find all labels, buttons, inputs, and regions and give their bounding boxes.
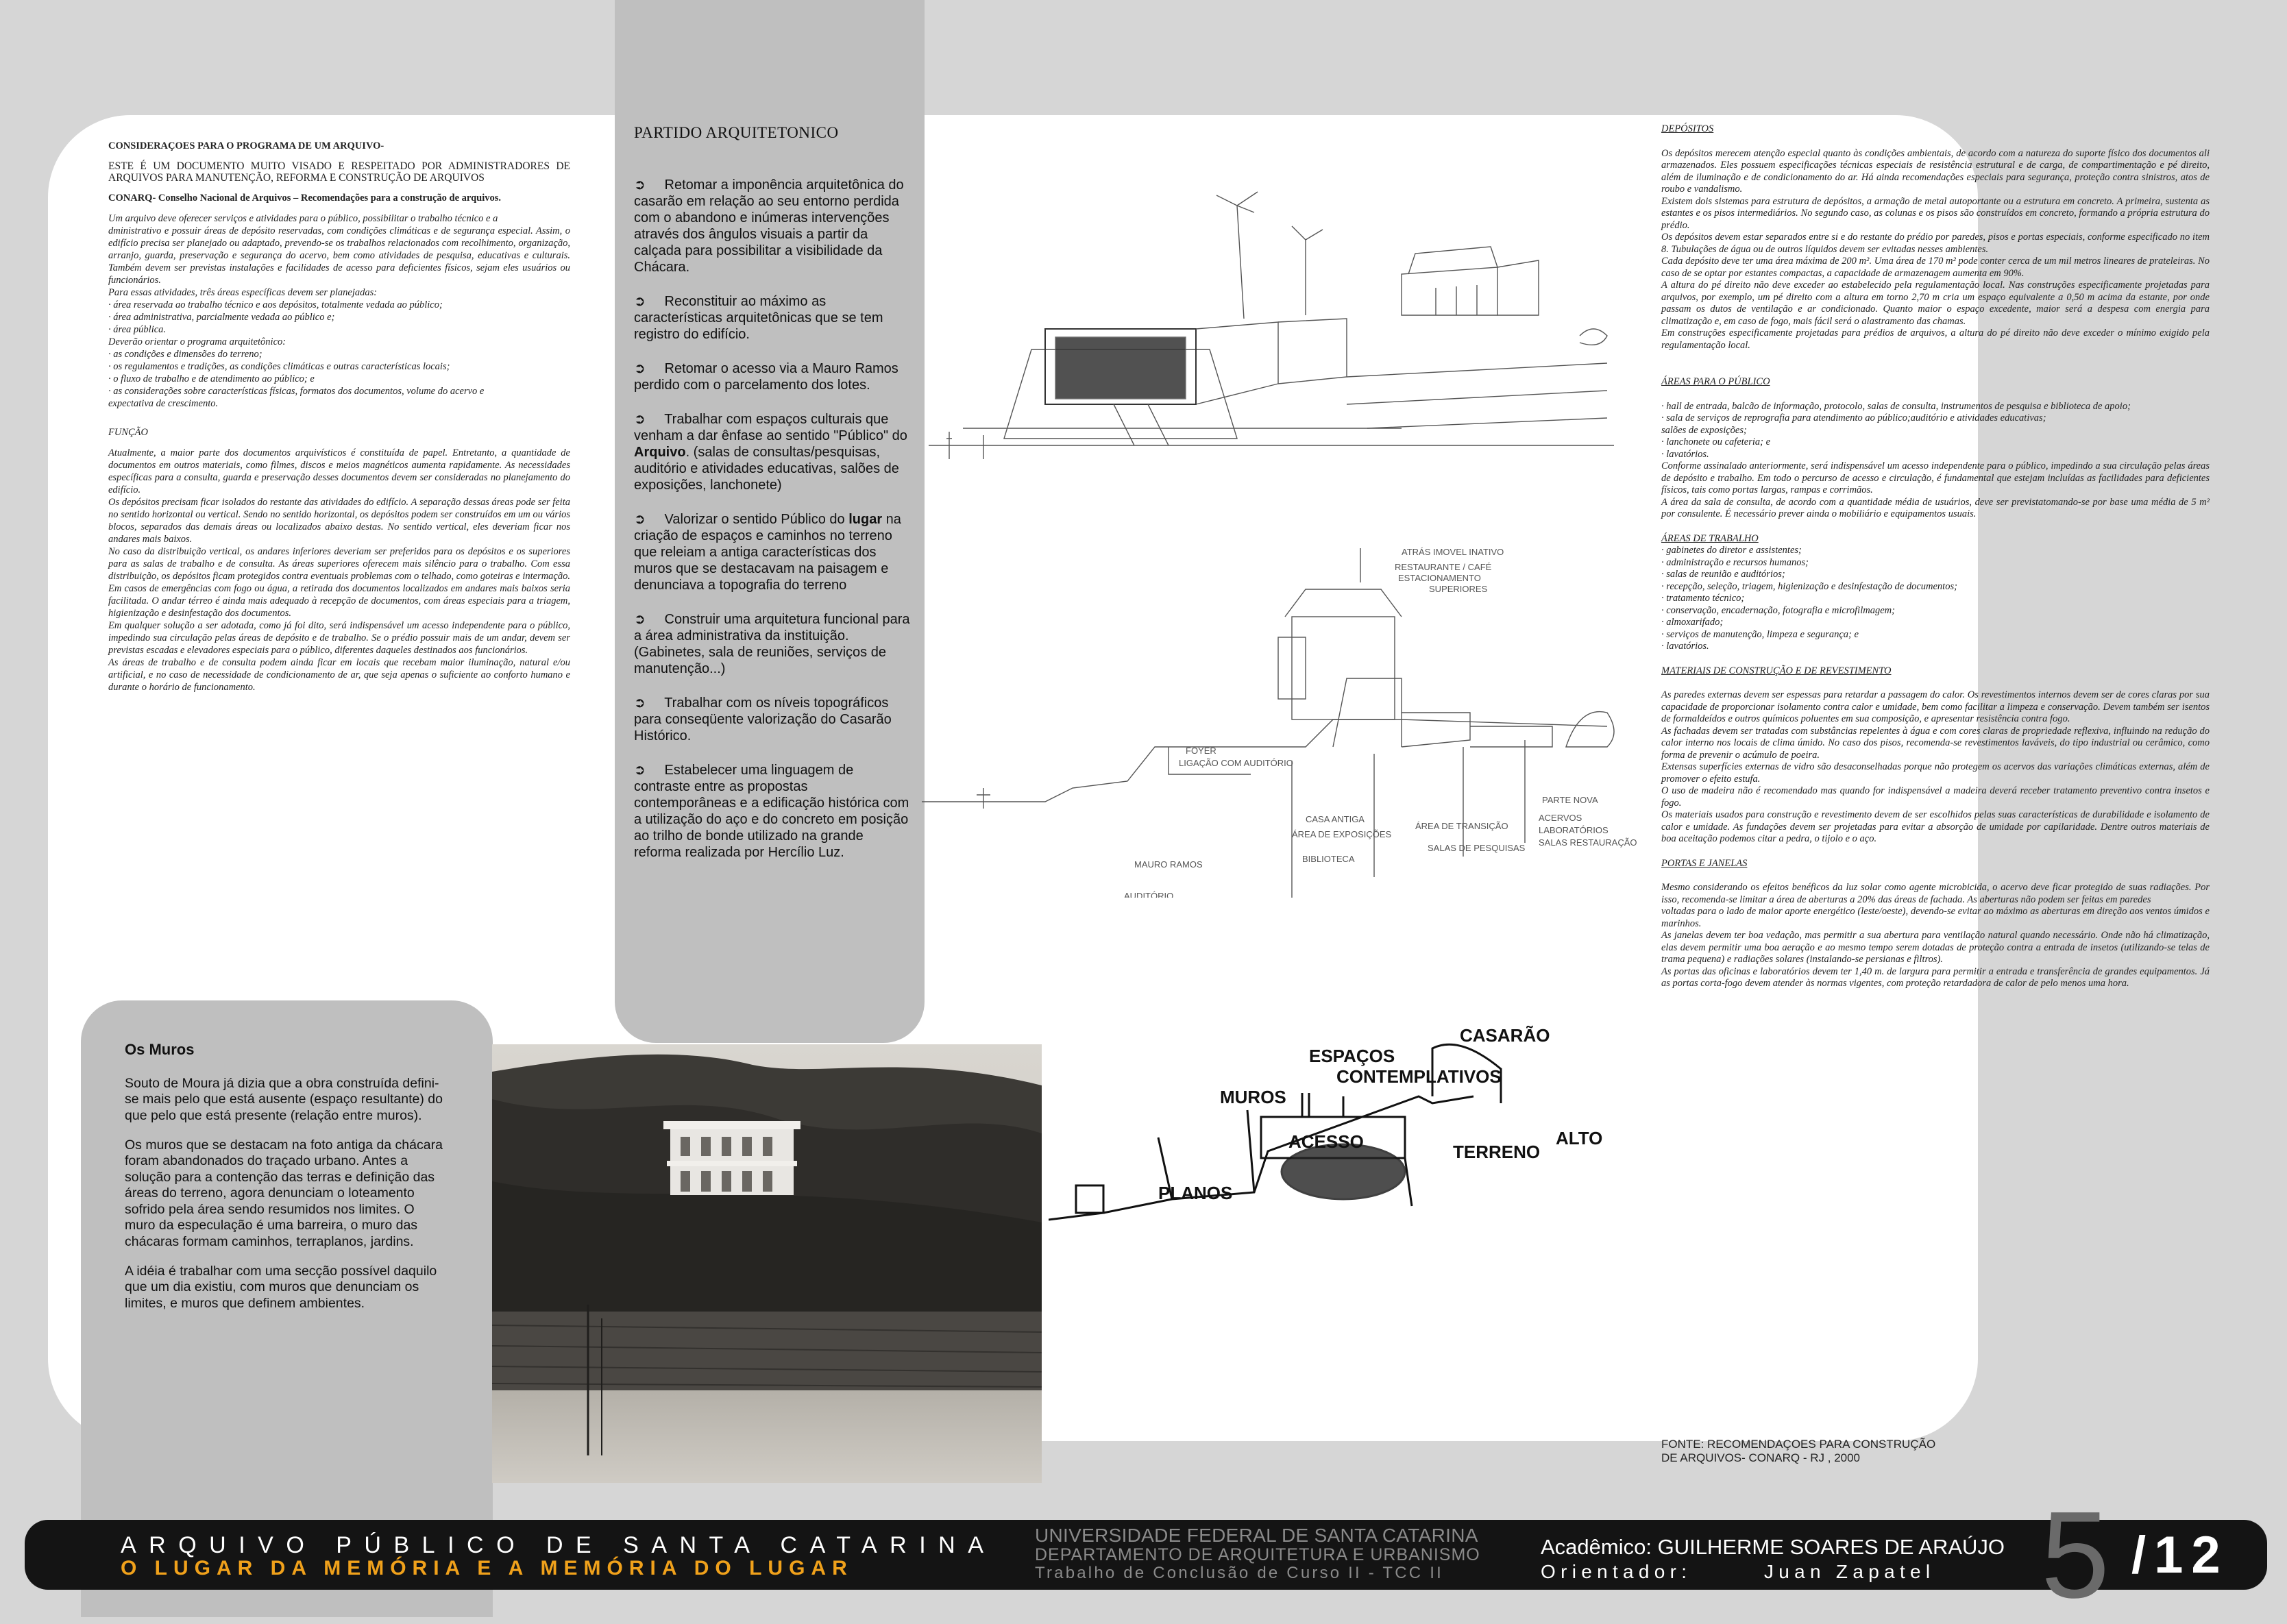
program-paragraph: · o fluxo de trabalho e de atendimento ao público; e xyxy=(108,373,315,384)
sketch-label-l16: MAURO RAMOS xyxy=(1134,859,1203,870)
student-name: Acadêmico: GUILHERME SOARES DE ARAÚJO xyxy=(1541,1535,2005,1559)
program-paragraph: Deverão orientar o programa arquitetônico: xyxy=(108,336,286,347)
arrow-icon: ➲ xyxy=(634,763,665,778)
university-name: UNIVERSIDADE FEDERAL DE SANTA CATARINA xyxy=(1035,1525,1478,1546)
program-paragraph: · as condições e dimensões do terreno; xyxy=(108,349,262,360)
funcao-paragraph: No caso da distribuição vertical, os andares inferiores deveriam ser preferidos para os depósitos e os superiores para as salas de trabalho e de consulta. As áreas superiores oferecem mais silêncio para o trabalho. Com essa distribuição, os depósitos ficam protegidos contra eventuais problemas com o telhado, como goteiras e intermação. Em casos de emergências com fogo ou água, a retirada dos documentos localizados em andares mais baixos seria facilitada. O andar térreo é ainda mais adequado à recepção de documentos, com áreas especiais para a triagem, higienização e desinfestação dos documentos. xyxy=(108,546,570,619)
areas-publico-item: · lavatórios. xyxy=(1661,448,1709,460)
sketch-label-l11: SALAS DE PESQUISAS xyxy=(1428,843,1526,853)
partido-item xyxy=(634,293,912,343)
areas-publico-heading: ÁREAS PARA O PÚBLICO xyxy=(1661,376,1770,387)
areas-trabalho-item: · salas de reunião e auditórios; xyxy=(1661,569,1785,580)
partido-item-text: Construir uma arquitetura funcional para a área administrativa da instituição.(Gabinetes, sala de reuniões, serviços de manutenção...) xyxy=(634,612,910,676)
recommendations-column xyxy=(1661,123,2210,990)
sketch-label-l4: SUPERIORES xyxy=(1429,584,1488,594)
partido-item-emphasis: lugar xyxy=(848,512,883,527)
portas-paragraph: voltadas para o lado de maior aporte energético (leste/oeste), devendo-se evitar ao máximo as aberturas em direção aos ventos úmidos e marinhos. xyxy=(1661,906,2210,929)
arrow-icon: ➲ xyxy=(634,361,665,376)
areas-trabalho-item: · lavatórios. xyxy=(1661,641,1709,652)
partido-item-emphasis: Arquivo xyxy=(634,445,686,460)
partido-item-text: Trabalhar com os níveis topográficos para conseqüente valorização do Casarão Histórico. xyxy=(634,696,892,743)
sketch-label-l13: ACERVOS xyxy=(1539,813,1582,823)
program-paragraph: · as considerações sobre características físicas, formatos dos documentos, volume do acervo e xyxy=(108,386,485,397)
depositos-paragraph: A altura do pé direito não deve exceder ao estabelecido pela regulamentação local. Nas construções especificamente projetadas para arquivos, por exemplo, um pé direito com a altura em torno 2,70 m cria um espaço equivalente a 0,50 m acima da estante, por onde passam os dutos de ventilação e ar condicionado. Quanto maior o espaço excedente, maior será a despesa com energia para climatização e, em caso de fogo, mais fácil será o alastramento das chamas. xyxy=(1661,280,2210,327)
areas-publico-item: · hall de entrada, balcão de informação, protocolo, salas de consulta, instrumentos de pesquisa e biblioteca de apoio; xyxy=(1661,400,2131,412)
depositos-paragraph: Existem dois sistemas para estrutura de depósitos, a armação de metal autoportante ou a estrutura em concreto. A primeira, sustenta as estantes e os pisos intermediários. No segundo caso, as colunas e os pisos são construídos em concreto, formando a própria estrutura do prédio. xyxy=(1661,195,2210,231)
muros-paragraph: Os muros que se destacam na foto antiga da chácara foram abandonados do traçado urbano. Antes a solução para a contenção das terras e definição das áreas do terreno, agora denunciam o loteamento sofrido pela área sendo resumidos nos limites. O muro da especulação é uma barreira, o muro das chácaras formam caminhos, terraplanos, jardins. xyxy=(125,1137,443,1249)
program-intro: ESTE É UM DOCUMENTO MUITO VISADO E RESPEITADO POR ADMINISTRADORES DE ARQUIVOS PARA MANUTENÇÃO, REFORMA E CONSTRUÇÃO DE ARQUIVOS xyxy=(108,160,570,184)
concept-sketch xyxy=(1049,994,1652,1230)
program-paragraph: · área administrativa, parcialmente vedada ao público e; xyxy=(108,312,335,323)
program-paragraph: dministrativo e possuir áreas de depósito reservadas, com condições climáticas e de segurança especial. Assim, o edifício precisa ser planejado ou adaptado, prevendo-se os trabalhos relacionados com recolhimento, organização, arranjo, guarda, preservação e segurança do acervo, bem como atividades de pesquisa, educativas e culturais. Também devem ser previstas instalações e facilidades de acesso para deficientes físicos, sejam eles usuários ou funcionários. xyxy=(108,225,570,286)
partido-item-text: Reconstituir ao máximo as características arquitetônicas que se tem registro do edifício. xyxy=(634,294,883,342)
partido-item-text: Retomar o acesso via a Mauro Ramos perdido com o parcelamento dos lotes. xyxy=(634,361,898,393)
materiais-paragraph: Extensas superfícies externas de vidro são desaconselhadas porque não protegem os acervos das variações climáticas externas, além de promover o efeito estufa. xyxy=(1661,761,2210,785)
muros-title: Os Muros xyxy=(125,1041,195,1058)
program-heading: CONSIDERAÇOES PARA O PROGRAMA DE UM ARQUIVO- xyxy=(108,140,384,151)
sketch-label-l8: ÁREA DE EXPOSIÇÕES xyxy=(1292,829,1392,839)
arrow-icon: ➲ xyxy=(634,294,665,309)
program-paragraph: · área pública. xyxy=(108,324,167,335)
project-subtitle: O LUGAR DA MEMÓRIA E A MEMÓRIA DO LUGAR xyxy=(121,1557,853,1579)
program-paragraph: · área reservada ao trabalho técnico e aos depósitos, totalmente vedada ao público; xyxy=(108,299,443,310)
sketch-label-l17: AUDITÓRIO xyxy=(1124,891,1174,898)
partido-title: PARTIDO ARQUITETONICO xyxy=(634,124,839,141)
areas-trabalho-item: · tratamento técnico; xyxy=(1661,593,1745,604)
portas-paragraphs xyxy=(1661,882,2210,990)
concept-label-muros: MUROS xyxy=(1220,1087,1286,1107)
depositos-paragraph: Em construções especificamente projetadas para prédios de arquivos, a altura do pé direito não deve exceder o mínimo exigido pela regulamentação local. xyxy=(1661,328,2210,351)
portas-paragraph: As portas das oficinas e laboratórios devem ter 1,40 m. de largura para permitir a entrada e transferência de grandes equipamentos. Já as portas corta-fogo devem atender às normas vigentes, com proteção retardadora de calor de pelo menos uma hora. xyxy=(1661,965,2210,989)
areas-trabalho-item: · conservação, encadernação, fotografia e microfilmagem; xyxy=(1661,604,1895,616)
areas-trabalho-item: · administração e recursos humanos; xyxy=(1661,556,1809,568)
muros-paragraph: Souto de Moura já dizia que a obra construída defini-se mais pelo que está ausente (espaço resultante) do que pelo que está presente (relação entre muros). xyxy=(125,1075,443,1123)
areas-trabalho-item: · serviços de manutenção, limpeza e segurança; e xyxy=(1661,628,1859,640)
areas-publico-paragraphs xyxy=(1661,401,2210,521)
conarq-title: CONARQ- Conselho Nacional de Arquivos – Recomendações para a construção de arquivos. xyxy=(108,193,502,204)
materiais-paragraph: Os materiais usados para construção e revestimento devem de ser escolhidos pelas suas características de durabilidade e isolamento de calor e umidade. As fundações devem ser projetadas para evitar a absorção de umidade por capilaridade. Dentre outros materiais de boa aceitação podemos citar a pedra, o tijolo e o aço. xyxy=(1661,809,2210,844)
university-block xyxy=(1035,1525,1480,1582)
materiais-paragraph: As paredes externas devem ser espessas para retardar a passagem do calor. Os revestimentos internos devem ser de cores claras por sua capacidade de proporcionar isolamento contra calor e umidade, bem como facilitar a limpeza e conservação. Devem também ser isentos de formaldeídos e outros químicos poluentes em sua composição, e apresentar resistência contra fogo. xyxy=(1661,689,2210,724)
portas-paragraph: As janelas devem ter boa vedação, mas permitir a sua abertura para ventilação natural quando necessário. Onde não há climatização, elas devem permitir uma boa aeração e ao mesmo tempo serem dotadas de proteção contra a entrada de insetos (utilizando-se telas de trama pequena) e radiações solares (instalando-se persianas e filtros). xyxy=(1661,930,2210,965)
sketch-label-l6: LIGAÇÃO COM AUDITÓRIO xyxy=(1179,758,1293,768)
concept-label-planos: PLANOS xyxy=(1158,1183,1233,1203)
sketch-label-l7: CASA ANTIGA xyxy=(1306,814,1365,824)
partido-list xyxy=(634,177,912,861)
partido-item-text: Estabelecer uma linguagem de contraste entre as propostas contemporâneas e a edificação histórica com a utilização do aço e do concreto em posição ao trilho de bonde utilizado na grande reforma realizada por Hercílio Luz. xyxy=(634,763,909,860)
materiais-paragraphs xyxy=(1661,689,2210,846)
program-paragraph: · os regulamentos e tradições, as condições climáticas e outras características locais; xyxy=(108,361,450,372)
arrow-icon: ➲ xyxy=(634,696,665,711)
funcao-paragraph: Os depósitos precisam ficar isolados do restante das atividades do edifício. A separação dessas áreas pode ser feita no sentido horizontal ou vertical. Sendo no sentido horizontal, os depósitos podem ser construídos em um ou vários blocos, separados das demais áreas ou localizados abaixo destas. No sentido vertical, eles deveriam ficar nos andares mais baixos. xyxy=(108,497,570,545)
partido-item xyxy=(634,762,912,861)
areas-trabalho-item: · almoxarifado; xyxy=(1661,617,1724,628)
funcao-paragraph: Em qualquer solução a ser adotada, como já foi dito, será indispensável um acesso independente para o público, impedindo sua circulação pelas áreas de depósito e de trabalho. Se o prédio possuir mais de um andar, devem ser previstas escadas e elevadores especiais para o público, diferentes daqueles destinados aos funcionários. xyxy=(108,620,570,656)
concept-label-terreno: TERRENO xyxy=(1453,1142,1541,1162)
perspective-sketch-drawing xyxy=(922,158,1619,480)
areas-trabalho-heading: ÁREAS DE TRABALHO xyxy=(1661,532,1759,544)
historic-photo-drawing xyxy=(492,1044,1042,1483)
sketch-label-l3: ESTACIONAMENTO xyxy=(1398,573,1481,583)
funcao-paragraphs xyxy=(108,447,570,693)
partido-item-text-end: na criação de espaços e caminhos no terreno que releiam a antiga características dos muros que se destacavam na paisagem e denunciava a topografia do terreno xyxy=(634,512,901,593)
arrow-icon: ➲ xyxy=(634,412,665,427)
sketch-label-l12: PARTE NOVA xyxy=(1542,795,1598,805)
concept-label-casarao: CASARÃO xyxy=(1460,1025,1550,1046)
sketch-label-l5: FOYER xyxy=(1186,746,1216,756)
section-sketch-drawing xyxy=(922,541,1641,898)
arrow-icon: ➲ xyxy=(634,612,665,627)
advisor-name: Orientador: Juan Zapatel xyxy=(1541,1561,1935,1582)
page-total: /12 xyxy=(2131,1526,2229,1584)
portas-paragraph: Mesmo considerando os efeitos benéficos da luz solar como agente microbicida, o acervo deve ficar protegido de suas radiações. Por isso, recomenda-se limitar a área de aberturas a 20% das áreas de fachada. As aberturas não podem ser feitas em paredes xyxy=(1661,882,2210,905)
areas-publico-item: salões de exposições; xyxy=(1661,424,1747,436)
areas-publico-item: · sala de serviços de reprografia para atendimento ao público;auditório e atividades educativas; xyxy=(1661,413,2046,423)
areas-trabalho-list xyxy=(1661,545,2210,653)
partido-item-text: Trabalhar com espaços culturais que venham a dar ênfase ao sentido "Público" do xyxy=(634,412,907,443)
muros-paragraph: A idéia é trabalhar com uma secção possível daquilo que um dia existiu, com muros que denunciam os limites, e muros que definem ambientes. xyxy=(125,1263,437,1311)
muros-section xyxy=(125,1042,447,1325)
partido-item-text: Valorizar o sentido Público do xyxy=(664,512,849,527)
materiais-paragraph: As fachadas devem ser tratadas com substâncias repelentes à água e com cores claras de propriedade reflexiva, influindo na redução do calor interno nos locais de clima úmido. No caso dos pisos, recomenda-se revestimentos laváveis, do tipo industrial ou cerâmico, como forma de prevenir o acúmulo de poeira. xyxy=(1661,725,2210,761)
partido-item xyxy=(634,695,912,744)
program-considerations-column xyxy=(108,140,570,693)
sketch-label-l1: ATRÁS IMOVEL INATIVO xyxy=(1402,547,1504,557)
depositos-heading: DEPÓSITOS xyxy=(1661,123,1714,134)
areas-trabalho-item: · recepção, seleção, triagem, higienização e desinfestação de documentos; xyxy=(1661,580,1957,592)
sketch-label-l14: LABORATÓRIOS xyxy=(1539,825,1609,835)
depositos-paragraph: Cada depósito deve ter uma área máxima de 200 m². Uma área de 170 m² pode conter cerca de um mil metros lineares de prateleiras. No caso de se optar por estantes compactas, a capacidade de armazenagem aumenta em 90%. xyxy=(1661,256,2210,279)
source-line-2: DE ARQUIVOS- CONARQ - RJ , 2000 xyxy=(1661,1451,1861,1464)
page-number: 5 xyxy=(2041,1486,2110,1624)
partido-item xyxy=(634,360,912,393)
department-name: DEPARTAMENTO DE ARQUITETURA E URBANISMO xyxy=(1035,1545,1480,1564)
section-sketch xyxy=(922,541,1641,898)
program-paragraph: Para essas atividades, três áreas específicas devem ser planejadas: xyxy=(108,287,378,298)
sketch-label-l15: SALAS RESTAURAÇÃO xyxy=(1539,837,1637,848)
areas-publico-item: · lanchonete ou cafeteria; e xyxy=(1661,436,1771,447)
course-name: Trabalho de Conclusão de Curso II - TCC II xyxy=(1035,1564,1443,1582)
funcao-paragraph: As áreas de trabalho e de consulta podem ainda ficar em locais que recebam maior iluminação, natural e/ou artificial, e no caso de necessidade de condicionamento de ar, que seja apenas o suficiente ao conforto humano e durante o horário de funcionamento. xyxy=(108,657,570,693)
partido-item xyxy=(634,611,912,677)
funcao-heading: FUNÇÃO xyxy=(108,427,148,438)
muros-paragraphs xyxy=(125,1076,447,1312)
partido-item-text: Retomar a imponência arquitetônica do casarão em relação ao seu entorno perdida com o abandono e inúmeras intervenções através dos ângulos visuais a partir da calçada para possibilitar a visibilidade da Chácara. xyxy=(634,177,904,275)
historic-photo xyxy=(492,1044,1042,1483)
materiais-paragraph: O uso de madeira não é recomendado mas quando for indispensável a madeira deverá receber tratamento preventivo contra insetos e fogo. xyxy=(1661,785,2210,809)
concept-sketch-drawing xyxy=(1049,994,1652,1230)
sketch-label-l10: ÁREA DE TRANSIÇÃO xyxy=(1415,821,1508,831)
arrow-icon: ➲ xyxy=(634,512,665,527)
partido-item xyxy=(634,177,912,275)
partido-section xyxy=(634,125,912,878)
sketch-label-l9: BIBLIOTECA xyxy=(1302,854,1355,864)
portas-heading: PORTAS E JANELAS xyxy=(1661,857,1748,869)
arrow-icon: ➲ xyxy=(634,177,665,193)
concept-label-alto: ALTO xyxy=(1556,1128,1603,1148)
program-paragraphs xyxy=(108,212,570,410)
areas-publico-item: Conforme assinalado anteriormente, será indispensável um acesso independente para o público, impedindo a sua circulação pelas áreas de depósito e trabalho. Em todo o percurso de acesso e circulação, é fundamental que estejam incluídas as facilidades para deficientes físicos, tais como portas largas, rampas e corrimãos. xyxy=(1661,460,2210,495)
program-paragraph: Um arquivo deve oferecer serviços e atividades para o público, possibilitar o trabalho técnico e a xyxy=(108,213,498,224)
concept-label-espacos: ESPAÇOS xyxy=(1309,1046,1395,1066)
concept-label-acesso: ACESSO xyxy=(1288,1131,1364,1152)
project-title: ARQUIVO PÚBLICO DE SANTA CATARINA xyxy=(121,1532,996,1558)
perspective-sketch xyxy=(922,158,1619,480)
depositos-paragraphs xyxy=(1661,148,2210,352)
materiais-heading: MATERIAIS DE CONSTRUÇÃO E DE REVESTIMENTO xyxy=(1661,665,1892,676)
depositos-paragraph: Os depósitos merecem atenção especial quanto às condições ambientais, de acordo com a natureza do suporte físico dos documentos ali armazenados. Eles possuem especificações técnicas especiais de resistência estrutural e de carga, de compartimentação e pé direito, além de iluminação e de condicionamento do ar. Há ainda recomendações especiais para segurança, proteção contra sinistros, atos de roubo e vandalismo. xyxy=(1661,147,2210,195)
partido-item-text-end: . (salas de consultas/pesquisas, auditório e atividades educativas, salões de exposições, lanchonete) xyxy=(634,445,899,493)
source-line-1: FONTE: RECOMENDAÇOES PARA CONSTRUÇÃO xyxy=(1661,1438,1936,1451)
areas-publico-item: A área da sala de consulta, de acordo com a quantidade média de usuários, deve ser previstatomando-se por base uma média de 5 m² por consulente. É necessário prever ainda o mobiliário e equipamentos usuais. xyxy=(1661,496,2210,519)
partido-item xyxy=(634,411,912,493)
sketch-label-l2: RESTAURANTE / CAFÉ xyxy=(1395,562,1492,572)
partido-item xyxy=(634,511,912,593)
depositos-paragraph: Os depósitos devem estar separados entre si e do restante do prédio por paredes, pisos e portas especiais, conforme especificado no item 8. Tubulações de água ou de outros líquidos devem ser evitadas nesses ambientes. xyxy=(1661,232,2210,255)
areas-trabalho-item: · gabinetes do diretor e assistentes; xyxy=(1661,545,1802,556)
program-paragraph: expectativa de crescimento. xyxy=(108,398,219,409)
concept-label-contemplativos: CONTEMPLATIVOS xyxy=(1336,1066,1502,1087)
source-note xyxy=(1661,1438,2045,1465)
funcao-paragraph: Atualmente, a maior parte dos documentos arquivísticos é constituída de papel. Entretanto, a quantidade de documentos em outros materiais, como filmes, discos e meios magnéticos aumenta rapidamente. As necessidades específicas para a consulta, guarda e preservação desses documentos devem ser consideradas no planejamento do edifício. xyxy=(108,447,570,495)
